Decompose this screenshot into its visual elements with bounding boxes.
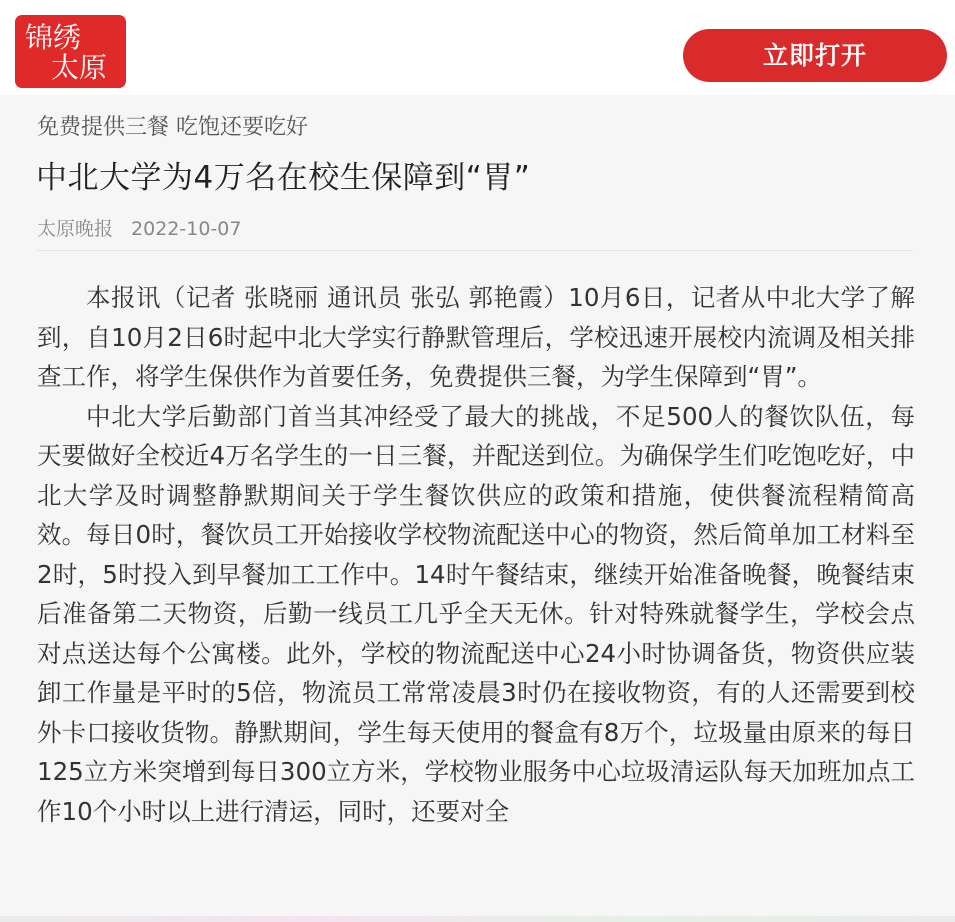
meta-divider [37, 250, 913, 251]
open-app-button[interactable]: 立即打开 [683, 29, 947, 82]
logo-text-line2: 太原 [51, 51, 108, 84]
logo-text-line1: 锦绣 [25, 21, 82, 54]
bottom-edge [0, 916, 955, 922]
article-paragraph: 中北大学后勤部门首当其冲经受了最大的挑战，不足500人的餐饮队伍，每天要做好全校近4万名学生的一日三餐，并配送到位。为确保学生们吃饱吃好，中北大学及时调整静默期间关于学生餐饮供应的政策和措施，使供餐流程精简高效。每日0时，餐饮员工开始接收学校物流配送中心的物资，然后简单加工材料至2时，5时投入到早餐加工工作中。14时午餐结束，继续开始准备晚餐，晚餐结束后准备第二天物资，后勤一线员工几乎全天无休。针对特殊就餐学生，学校会点对点送达每个公寓楼。此外，学校的物流配送中心24小时协调备货，物资供应装卸工作量是平时的5倍，物流员工常常凌晨3时仍在接收物资，有的人还需要到校外卡口接收货物。静默期间，学生每天使用的餐盒有8万个，垃圾量由原来的每日125立方米突增到每日300立方米，学校物业服务中心垃圾清运队每天加班加点工作10个小时以上进行清运，同时，还要对全 [37, 401, 915, 826]
article-source[interactable]: 太原晚报 [37, 218, 114, 240]
article-subtitle: 免费提供三餐 吃饱还要吃好 [37, 115, 308, 140]
article-title: 中北大学为4万名在校生保障到“胃” [36, 160, 531, 196]
top-app-banner [0, 0, 955, 95]
article-body [37, 278, 915, 831]
article-meta [37, 214, 241, 241]
app-logo[interactable] [15, 15, 126, 88]
article-paragraph: 本报讯（记者 张晓丽 通讯员 张弘 郭艳霞）10月6日，记者从中北大学了解到，自10月2日6时起中北大学实行静默管理后，学校迅速开展校内流调及相关排查工作，将学生保供作为首要任务，免费提供三餐，为学生保障到“胃”。 [37, 283, 915, 391]
article-date: 2022-10-07 [131, 218, 242, 240]
